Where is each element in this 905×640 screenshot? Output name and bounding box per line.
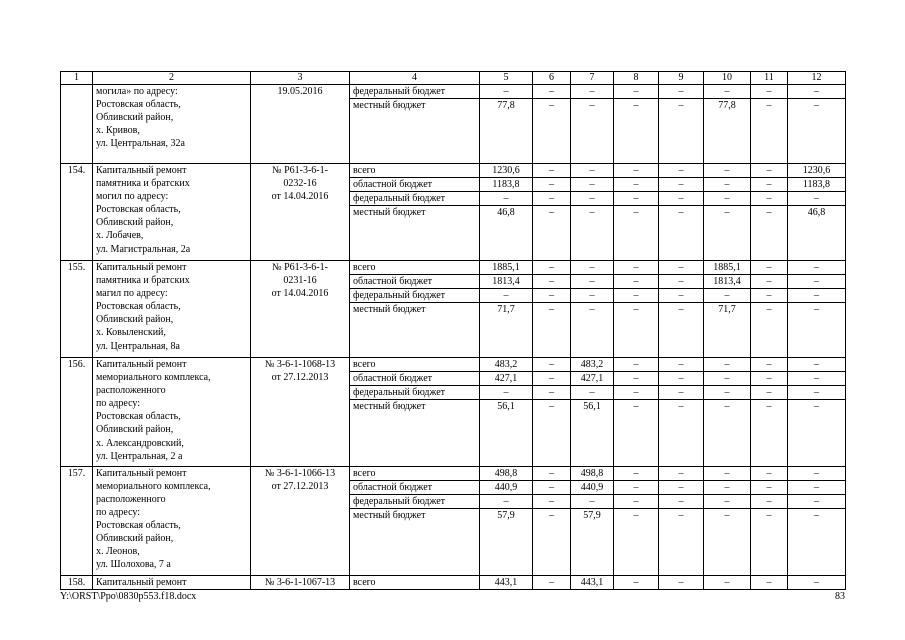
amount-cell: – [788,99,846,164]
permit-document [251,358,350,467]
object-line: Обливский район, [96,217,174,229]
amount-cell: – [533,508,571,575]
document-line: от 27.12.2013 [271,480,329,492]
amount-cell: – [571,85,614,99]
amount-cell: – [788,261,846,275]
funding-source: всего [350,164,480,178]
amount-cell: – [751,386,788,400]
amount-cell: – [614,99,659,164]
amount-cell: 1230,6 [788,164,846,178]
object-line: Ростовская область, [96,204,181,216]
amount-cell: – [614,575,659,589]
amount-cell: – [614,275,659,289]
permit-document [251,575,350,589]
object-line: х. Леонов, [96,546,140,558]
object-line: х. Кривов, [96,125,140,137]
object-line: х. Лобачев, [96,230,144,242]
funding-source: федеральный бюджет [350,289,480,303]
funding-source: федеральный бюджет [350,494,480,508]
amount-cell: 56,1 [571,400,614,467]
funding-source: областной бюджет [350,480,480,494]
amount-cell: – [704,358,751,372]
amount-cell: 440,9 [571,480,614,494]
object-description [93,466,251,575]
amount-cell: – [659,178,704,192]
amount-cell: 77,8 [704,99,751,164]
amount-cell: – [571,99,614,164]
column-header-row [61,72,846,85]
amount-cell: – [480,85,533,99]
object-line: Ростовская область, [96,411,181,423]
funding-source: областной бюджет [350,275,480,289]
object-line: Обливский район, [96,533,174,545]
amount-cell: – [659,386,704,400]
object-line: х. Александровский, [96,437,184,449]
amount-cell: 1230,6 [480,164,533,178]
column-header: 6 [533,72,571,85]
table-row [61,575,846,589]
permit-document [251,164,350,261]
amount-cell: – [751,400,788,467]
amount-cell: – [659,275,704,289]
amount-cell: – [480,289,533,303]
object-line: расположенного [96,385,166,397]
amount-cell: – [788,508,846,575]
amount-cell: – [659,508,704,575]
amount-cell: – [751,289,788,303]
document-line: от 27.12.2013 [271,372,329,384]
amount-cell: – [614,178,659,192]
object-line: памятника и братских [96,178,190,190]
amount-cell: – [751,372,788,386]
amount-cell: 498,8 [571,466,614,480]
object-line: х. Ковыленский, [96,327,166,339]
amount-cell: – [788,275,846,289]
object-line: ул. Центральная, 8а [96,340,180,352]
document-line: от 14.04.2016 [271,191,329,203]
amount-cell: – [533,372,571,386]
amount-cell: – [533,99,571,164]
object-description [93,261,251,358]
amount-cell: – [533,466,571,480]
amount-cell: – [614,206,659,261]
object-line: мемориального комплекса, [96,480,211,492]
amount-cell: 77,8 [480,99,533,164]
amount-cell: – [788,400,846,467]
amount-cell: – [751,494,788,508]
object-line: ул. Центральная, 32а [96,138,185,150]
funding-source: местный бюджет [350,99,480,164]
amount-cell: – [571,289,614,303]
row-number: 154. [61,164,93,261]
amount-cell: – [659,192,704,206]
column-header: 12 [788,72,846,85]
amount-cell: – [788,494,846,508]
amount-cell: 483,2 [571,358,614,372]
permit-document [251,261,350,358]
column-header: 3 [251,72,350,85]
column-header: 7 [571,72,614,85]
amount-cell: – [751,358,788,372]
amount-cell: – [614,494,659,508]
amount-cell: – [788,575,846,589]
amount-cell: – [533,480,571,494]
amount-cell: – [704,206,751,261]
row-number: 155. [61,261,93,358]
amount-cell: – [533,275,571,289]
amount-cell: – [571,206,614,261]
amount-cell: – [659,99,704,164]
object-line: Капитальный ремонт [96,165,187,176]
amount-cell: – [751,99,788,164]
amount-cell: 483,2 [480,358,533,372]
amount-cell: – [571,386,614,400]
funding-source: местный бюджет [350,206,480,261]
amount-cell: – [480,192,533,206]
document-line: № 3-6-1-1066-13 [264,467,336,479]
amount-cell: 498,8 [480,466,533,480]
column-header: 5 [480,72,533,85]
amount-cell: – [614,261,659,275]
amount-cell: – [533,206,571,261]
amount-cell: 1183,8 [480,178,533,192]
object-line: Капитальный ремонт [96,262,187,273]
amount-cell: – [614,466,659,480]
amount-cell: – [533,575,571,589]
funding-source: всего [350,358,480,372]
amount-cell: 46,8 [480,206,533,261]
amount-cell: – [614,400,659,467]
amount-cell: – [614,358,659,372]
amount-cell: 56,1 [480,400,533,467]
budget-table [60,71,846,590]
amount-cell: – [480,494,533,508]
row-number: 156. [61,358,93,467]
funding-source: всего [350,466,480,480]
amount-cell: 1183,8 [788,178,846,192]
table-row [61,358,846,372]
document-line: 19.05.2016 [277,86,323,97]
amount-cell: – [533,303,571,358]
object-line: Обливский район, [96,424,174,436]
object-line: ул. Центральная, 2 а [96,450,183,462]
funding-source: федеральный бюджет [350,192,480,206]
amount-cell: – [571,192,614,206]
amount-cell: – [480,386,533,400]
amount-cell: – [704,508,751,575]
amount-cell: – [704,289,751,303]
amount-cell: – [659,164,704,178]
amount-cell: – [659,480,704,494]
row-number: 158. [61,575,93,589]
row-number [61,85,93,164]
amount-cell: – [751,466,788,480]
amount-cell: – [751,575,788,589]
amount-cell: – [614,508,659,575]
funding-source: местный бюджет [350,303,480,358]
object-line: Обливский район, [96,112,174,124]
amount-cell: – [704,178,751,192]
amount-cell: – [533,386,571,400]
amount-cell: – [571,178,614,192]
amount-cell: – [533,289,571,303]
document-line: № Р61-3-6-1- [272,165,328,176]
amount-cell: 57,9 [480,508,533,575]
amount-cell: – [571,261,614,275]
footer-file-path: Y:\ORST\Ppo\0830p553.f18.docx [60,591,197,602]
amount-cell: – [704,164,751,178]
object-description [93,575,251,589]
funding-source: федеральный бюджет [350,386,480,400]
amount-cell: – [614,386,659,400]
amount-cell: – [751,85,788,99]
amount-cell: – [788,372,846,386]
amount-cell: – [788,358,846,372]
permit-document [251,466,350,575]
amount-cell: 46,8 [788,206,846,261]
amount-cell: 1885,1 [704,261,751,275]
page-number: 83 [835,591,845,602]
amount-cell: – [704,466,751,480]
object-line: могила» по адресу: [96,86,178,97]
table-row [61,164,846,178]
amount-cell: – [751,192,788,206]
amount-cell: – [659,358,704,372]
amount-cell: – [788,85,846,99]
document-line: 0232-16 [283,178,317,190]
object-line: по адресу: [96,398,141,410]
amount-cell: – [659,261,704,275]
amount-cell: – [614,480,659,494]
funding-source: федеральный бюджет [350,85,480,99]
funding-source: всего [350,575,480,589]
amount-cell: – [704,85,751,99]
funding-source: местный бюджет [350,400,480,467]
amount-cell: – [659,400,704,467]
amount-cell: – [659,575,704,589]
table-row [61,261,846,275]
amount-cell: 440,9 [480,480,533,494]
object-line: по адресу: [96,507,141,519]
amount-cell: – [788,386,846,400]
amount-cell: – [788,289,846,303]
amount-cell: 1813,4 [704,275,751,289]
amount-cell: 427,1 [480,372,533,386]
object-line: Капитальный ремонт [96,359,187,370]
row-number: 157. [61,466,93,575]
amount-cell: – [614,372,659,386]
amount-cell: – [533,178,571,192]
amount-cell: – [659,466,704,480]
funding-source: областной бюджет [350,372,480,386]
amount-cell: – [704,480,751,494]
amount-cell: 71,7 [480,303,533,358]
amount-cell: – [614,303,659,358]
object-line: мемориального комплекса, [96,372,211,384]
table-row [61,85,846,99]
object-line: Капитальный ремонт [96,576,187,588]
column-header: 2 [93,72,251,85]
amount-cell: – [751,178,788,192]
amount-cell: – [751,303,788,358]
object-line: расположенного [96,493,166,505]
amount-cell: – [788,466,846,480]
amount-cell: – [751,261,788,275]
amount-cell: 1813,4 [480,275,533,289]
amount-cell: – [704,192,751,206]
column-header: 8 [614,72,659,85]
amount-cell: – [704,386,751,400]
object-line: магил по адресу: [96,288,168,300]
amount-cell: 57,9 [571,508,614,575]
column-header: 9 [659,72,704,85]
document-line: 0231-16 [283,275,317,287]
permit-document [251,85,350,164]
amount-cell: – [614,192,659,206]
amount-cell: – [571,275,614,289]
amount-cell: – [751,508,788,575]
table-row [61,466,846,480]
amount-cell: 443,1 [571,575,614,589]
funding-source: всего [350,261,480,275]
amount-cell: – [614,289,659,303]
object-line: Капитальный ремонт [96,467,187,479]
amount-cell: – [533,164,571,178]
amount-cell: – [614,164,659,178]
amount-cell: – [788,480,846,494]
amount-cell: – [533,261,571,275]
column-header: 11 [751,72,788,85]
document-line: от 14.04.2016 [271,288,329,300]
amount-cell: – [533,494,571,508]
amount-cell: – [533,358,571,372]
document-line: № 3-6-1-1067-13 [264,576,336,588]
object-line: могил по адресу: [96,191,169,203]
amount-cell: – [659,289,704,303]
document-line: № Р61-3-6-1- [272,262,328,273]
amount-cell: – [704,372,751,386]
amount-cell: – [571,303,614,358]
amount-cell: – [751,275,788,289]
column-header: 1 [61,72,93,85]
object-line: ул. Шолохова, 7 а [96,559,171,571]
amount-cell: – [571,494,614,508]
amount-cell: – [533,192,571,206]
amount-cell: – [533,85,571,99]
funding-source: областной бюджет [350,178,480,192]
amount-cell: – [571,164,614,178]
object-description [93,358,251,467]
amount-cell: – [788,192,846,206]
document-line: № 3-6-1-1068-13 [264,359,336,370]
amount-cell: 443,1 [480,575,533,589]
amount-cell: – [751,164,788,178]
amount-cell: 1885,1 [480,261,533,275]
column-header: 4 [350,72,480,85]
amount-cell: – [533,400,571,467]
amount-cell: – [788,303,846,358]
object-line: Обливский район, [96,314,174,326]
amount-cell: – [659,372,704,386]
object-line: Ростовская область, [96,99,181,111]
funding-source: местный бюджет [350,508,480,575]
object-line: ул. Магистральная, 2а [96,243,191,255]
amount-cell: – [659,206,704,261]
amount-cell: – [659,85,704,99]
amount-cell: – [614,85,659,99]
object-line: Ростовская область, [96,520,181,532]
amount-cell: 71,7 [704,303,751,358]
amount-cell: – [659,494,704,508]
amount-cell: – [704,400,751,467]
column-header: 10 [704,72,751,85]
amount-cell: – [659,303,704,358]
amount-cell: – [704,575,751,589]
amount-cell: – [704,494,751,508]
amount-cell: – [751,480,788,494]
object-line: Ростовская область, [96,301,181,313]
object-line: памятника и братских [96,275,190,287]
object-description [93,164,251,261]
amount-cell: – [751,206,788,261]
object-description [93,85,251,164]
amount-cell: 427,1 [571,372,614,386]
